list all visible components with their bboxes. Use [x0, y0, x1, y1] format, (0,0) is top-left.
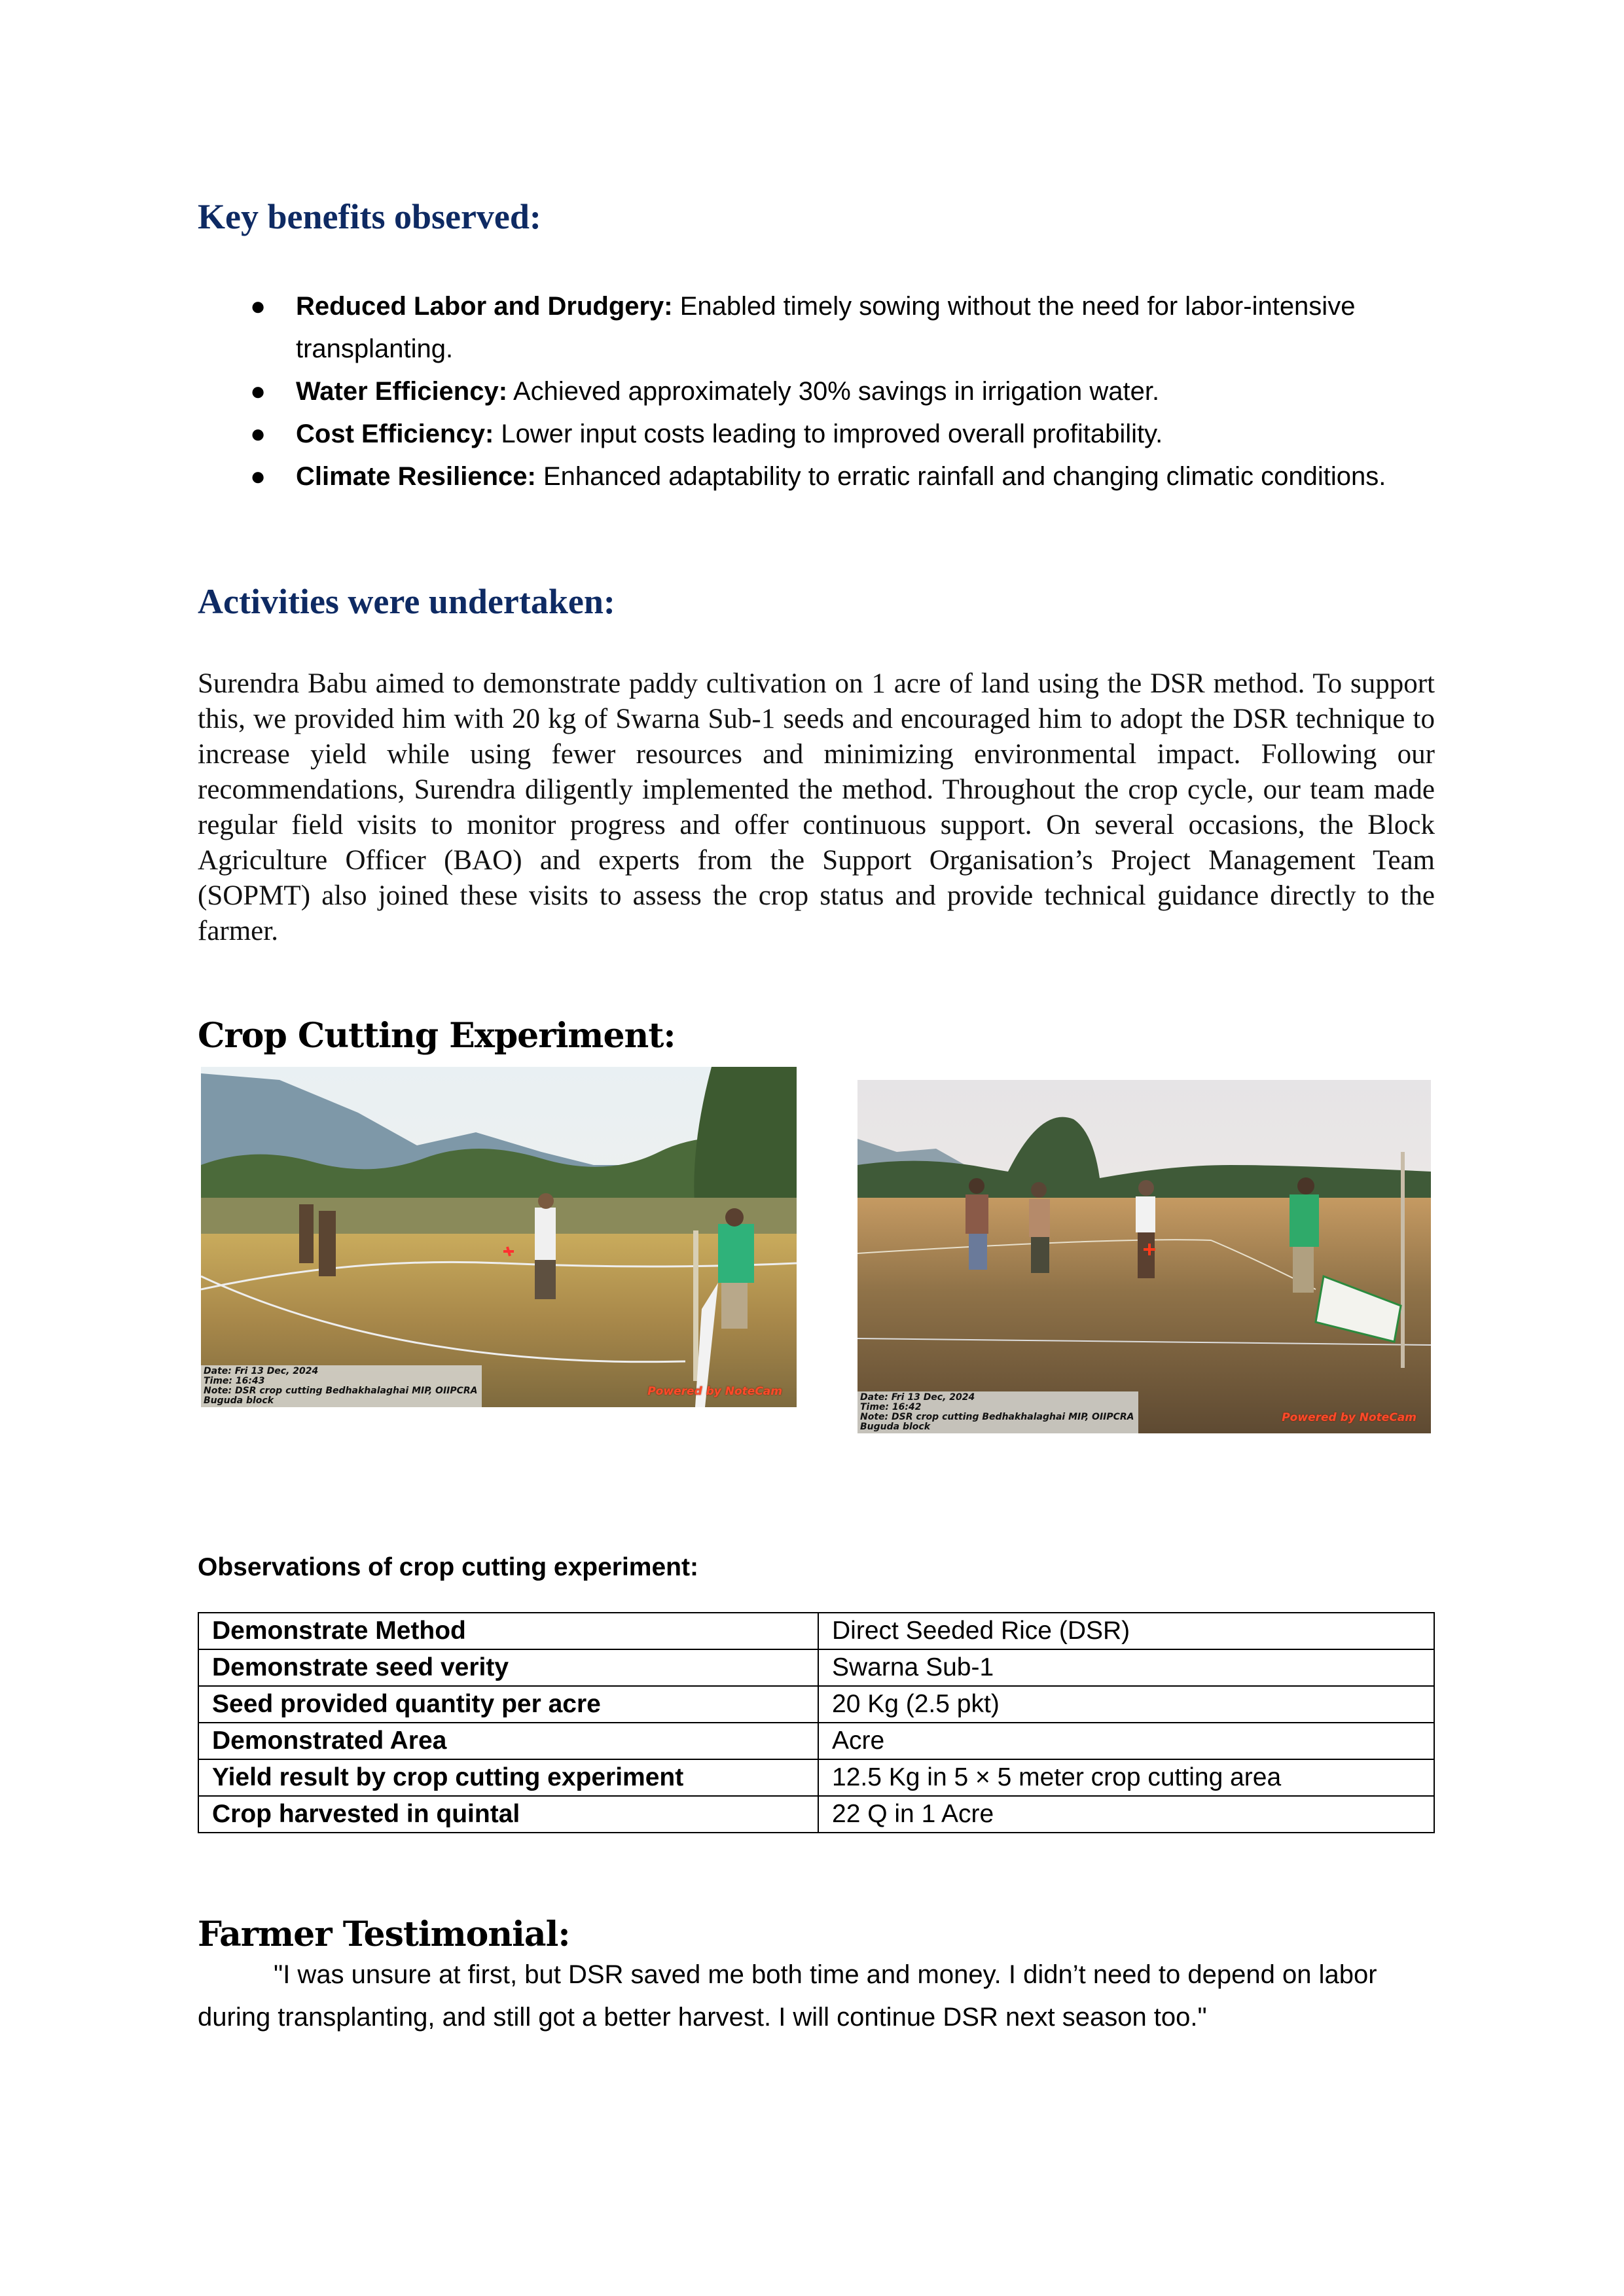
- row-key: Demonstrate seed verity: [198, 1649, 818, 1686]
- testimonial-quote: "I was unsure at first, but DSR saved me both time and money. I didn’t need to depend on labor during transplanting, and still got a better harvest. I will continue DSR next season too.": [198, 1960, 1377, 2032]
- benefit-item: [242, 413, 1473, 456]
- row-key: Yield result by crop cutting experiment: [198, 1759, 818, 1796]
- key-benefits-list: [242, 285, 1473, 498]
- crop-cutting-heading: Crop Cutting Experiment:: [198, 1016, 676, 1056]
- benefit-label: Climate Resilience:: [296, 462, 536, 491]
- activities-heading: Activities were undertaken:: [198, 582, 615, 621]
- stamp-time: Time: 16:42: [860, 1402, 922, 1412]
- benefit-text: Achieved approximately 30% savings in irrigation water.: [507, 377, 1160, 406]
- benefit-label: Reduced Labor and Drudgery:: [296, 292, 673, 321]
- benefit-item: [242, 285, 1473, 370]
- table-row: [198, 1723, 1434, 1759]
- benefit-item: [242, 370, 1473, 413]
- table-row: [198, 1796, 1434, 1833]
- benefit-label: Cost Efficiency:: [296, 420, 494, 448]
- activities-paragraph: Surendra Babu aimed to demonstrate paddy cultivation on 1 acre of land using the DSR method. To support this, we provided him with 20 kg of Swarna Sub-1 seeds and encouraged him to adopt the DSR technique to increase yield while using fewer resources and minimizing environmental impact. Following our recommendations, Surendra diligently implemented the method. Throughout the crop cycle, our team made regular field visits to monitor progress and offer continuous support. On several occasions, the Block Agriculture Officer (BAO) and experts from the Support Organisation’s Project Management Team (SOPMT) also joined these visits to assess the crop status and provide technical guidance directly to the farmer.: [198, 668, 1435, 946]
- stamp-date: Date: Fri 13 Dec, 2024: [860, 1392, 975, 1403]
- benefit-text: Lower input costs leading to improved overall profitability.: [494, 420, 1163, 448]
- row-key: Crop harvested in quintal: [198, 1796, 818, 1833]
- bullet-icon: ●: [250, 420, 266, 448]
- row-key: Seed provided quantity per acre: [198, 1686, 818, 1723]
- photo-stamp: [857, 1391, 1138, 1433]
- row-value: Direct Seeded Rice (DSR): [818, 1613, 1434, 1649]
- benefit-label: Water Efficiency:: [296, 377, 508, 406]
- bullet-icon: ●: [250, 292, 266, 321]
- observations-title: Observations of crop cutting experiment:: [198, 1553, 698, 1581]
- benefit-item: [242, 456, 1473, 498]
- row-value: Acre: [818, 1723, 1434, 1759]
- table-row: [198, 1613, 1434, 1649]
- watermark: Powered by NoteCam: [1282, 1411, 1416, 1424]
- stamp-time: Time: 16:43: [204, 1376, 265, 1386]
- row-value: 12.5 Kg in 5 × 5 meter crop cutting area: [818, 1759, 1434, 1796]
- stamp-date: Date: Fri 13 Dec, 2024: [204, 1366, 319, 1376]
- crop-cutting-photo-1: [201, 1067, 797, 1407]
- field-photo-1: [201, 1067, 797, 1407]
- testimonial-heading: Farmer Testimonial:: [198, 1914, 570, 1954]
- field-photo-2: [857, 1080, 1431, 1433]
- table-row: [198, 1759, 1434, 1796]
- stamp-note: Note: DSR crop cutting Bedhakhalaghai MIP, OIIPCRA: [860, 1412, 1134, 1422]
- stamp-block: Buguda block: [860, 1422, 931, 1432]
- stamp-note: Note: DSR crop cutting Bedhakhalaghai MIP, OIIPCRA: [204, 1386, 478, 1396]
- row-key: Demonstrate Method: [198, 1613, 818, 1649]
- photo-stamp: [201, 1365, 482, 1407]
- bullet-icon: ●: [250, 377, 266, 406]
- crop-cutting-photo-2: [857, 1080, 1431, 1433]
- key-benefits-heading: Key benefits observed:: [198, 197, 541, 236]
- bullet-icon: ●: [250, 462, 266, 491]
- observations-table: [198, 1612, 1435, 1833]
- row-value: Swarna Sub-1: [818, 1649, 1434, 1686]
- row-value: 20 Kg (2.5 pkt): [818, 1686, 1434, 1723]
- table-row: [198, 1686, 1434, 1723]
- benefit-text: Enabled timely sowing without the need for labor-intensive transplanting.: [296, 292, 1356, 363]
- watermark: Powered by NoteCam: [647, 1385, 782, 1398]
- row-key: Demonstrated Area: [198, 1723, 818, 1759]
- table-row: [198, 1649, 1434, 1686]
- row-value: 22 Q in 1 Acre: [818, 1796, 1434, 1833]
- benefit-text: Enhanced adaptability to erratic rainfall and changing climatic conditions.: [535, 462, 1386, 491]
- stamp-block: Buguda block: [204, 1395, 274, 1406]
